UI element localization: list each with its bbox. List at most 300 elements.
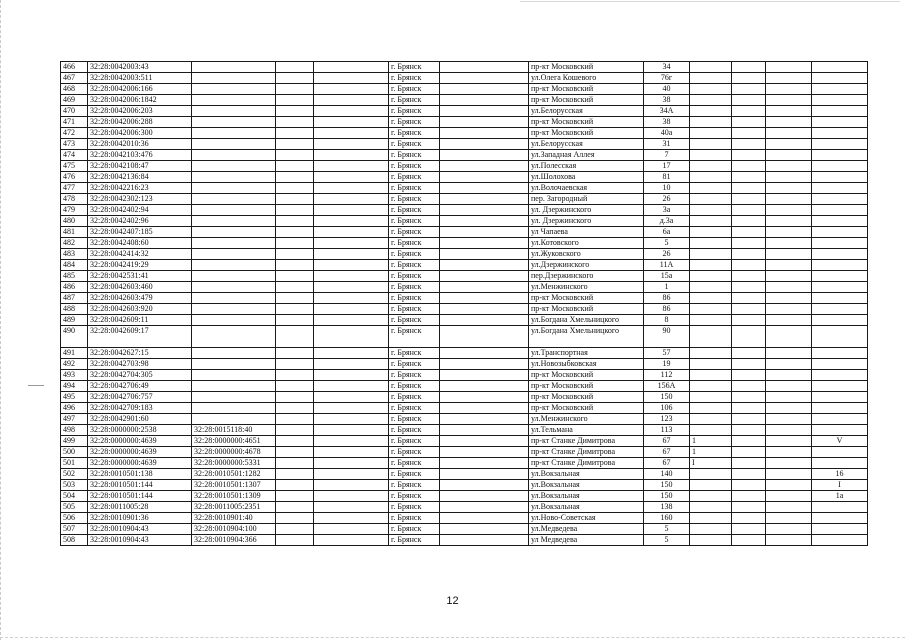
cell-cadastral-number: 32:28:0010904:43: [88, 535, 192, 546]
cell-related-cadastral-number: [192, 315, 276, 326]
cell-district: [440, 95, 529, 106]
cell-house: 26: [644, 249, 690, 260]
cell-row-number: 479: [61, 205, 88, 216]
cell-city: г. Брянск: [389, 139, 440, 150]
cell-cadastral-number: 32:28:0042414:32: [88, 249, 192, 260]
cell-flat: [766, 359, 812, 370]
cell-flat: [766, 227, 812, 238]
cell-district: [440, 161, 529, 172]
cell-row-number: 505: [61, 502, 88, 513]
scan-mark: [28, 385, 44, 386]
cell-house: 150: [644, 392, 690, 403]
table-row: [61, 436, 868, 447]
cell-building: [690, 535, 732, 546]
cell-flat: [766, 128, 812, 139]
cell-house: 112: [644, 370, 690, 381]
cell-street: пр-кт Московский: [529, 293, 644, 304]
cell-related-cadastral-number: 32:28:0010901:40: [192, 513, 276, 524]
cell-cadastral-number: 32:28:0042709:183: [88, 403, 192, 414]
cell-flat: [766, 238, 812, 249]
cell-city: г. Брянск: [389, 326, 440, 348]
cell-extra-col-a: [276, 271, 314, 282]
cell-row-number: 506: [61, 513, 88, 524]
cell-room: [812, 216, 868, 227]
cell-building: [690, 139, 732, 150]
cell-flat: [766, 381, 812, 392]
cell-street: ул.Полесская: [529, 161, 644, 172]
table-row: [61, 227, 868, 238]
cell-related-cadastral-number: [192, 139, 276, 150]
cell-cadastral-number: 32:28:0042006:300: [88, 128, 192, 139]
cell-related-cadastral-number: [192, 95, 276, 106]
cell-street: пр-кт Станке Димитрова: [529, 458, 644, 469]
cell-city: г. Брянск: [389, 106, 440, 117]
table-row: [61, 161, 868, 172]
cell-row-number: 503: [61, 480, 88, 491]
cell-building: [690, 414, 732, 425]
cell-cadastral-number: 32:28:0042006:1842: [88, 95, 192, 106]
cell-extra-col-b: [314, 414, 389, 425]
cell-district: [440, 447, 529, 458]
cell-room: [812, 62, 868, 73]
cell-room: [812, 447, 868, 458]
cell-house: 90: [644, 326, 690, 348]
cell-city: г. Брянск: [389, 194, 440, 205]
cell-extra-col-a: [276, 491, 314, 502]
cell-extra-col-a: [276, 117, 314, 128]
cell-row-number: 494: [61, 381, 88, 392]
cell-flat: [766, 491, 812, 502]
cell-related-cadastral-number: [192, 150, 276, 161]
cell-cadastral-number: 32:28:0000000:4639: [88, 447, 192, 458]
cell-room: [812, 117, 868, 128]
cell-row-number: 475: [61, 161, 88, 172]
cell-extra-col-a: [276, 106, 314, 117]
table-row: [61, 150, 868, 161]
cell-room: [812, 172, 868, 183]
cell-cadastral-number: 32:28:0042706:49: [88, 381, 192, 392]
cell-street: пр-кт Московский: [529, 128, 644, 139]
cell-cadastral-number: 32:28:0042302:123: [88, 194, 192, 205]
table-body: [61, 62, 868, 546]
cell-block: [732, 436, 766, 447]
cell-room: [812, 271, 868, 282]
cell-district: [440, 524, 529, 535]
cell-extra-col-a: [276, 194, 314, 205]
cell-flat: [766, 469, 812, 480]
cell-room: [812, 502, 868, 513]
cell-building: [690, 381, 732, 392]
cell-street: пр-кт Станке Димитрова: [529, 436, 644, 447]
cell-extra-col-b: [314, 436, 389, 447]
cell-room: [812, 84, 868, 95]
cell-building: [690, 524, 732, 535]
cell-house: 76г: [644, 73, 690, 84]
cell-block: [732, 370, 766, 381]
cell-district: [440, 381, 529, 392]
cell-street: ул.Богдана Хмельницкого: [529, 315, 644, 326]
cell-house: 160: [644, 513, 690, 524]
cell-cadastral-number: 32:28:0000000:4639: [88, 458, 192, 469]
cell-city: г. Брянск: [389, 524, 440, 535]
cell-building: [690, 62, 732, 73]
cell-street: ул.Олега Кошевого: [529, 73, 644, 84]
cell-extra-col-a: [276, 216, 314, 227]
cell-related-cadastral-number: [192, 381, 276, 392]
cell-extra-col-a: [276, 84, 314, 95]
cell-cadastral-number: 32:28:0042408:60: [88, 238, 192, 249]
cell-extra-col-b: [314, 293, 389, 304]
cell-extra-col-a: [276, 370, 314, 381]
cell-house: 5: [644, 238, 690, 249]
cell-street: пр-кт Станке Димитрова: [529, 447, 644, 458]
cell-building: [690, 502, 732, 513]
cell-block: [732, 205, 766, 216]
cell-district: [440, 304, 529, 315]
cell-room: [812, 392, 868, 403]
cell-extra-col-b: [314, 150, 389, 161]
cell-district: [440, 315, 529, 326]
cell-extra-col-a: [276, 326, 314, 348]
cell-cadastral-number: 32:28:0042103:476: [88, 150, 192, 161]
cell-district: [440, 249, 529, 260]
cell-cadastral-number: 32:28:0000000:2538: [88, 425, 192, 436]
cell-flat: [766, 304, 812, 315]
cell-related-cadastral-number: [192, 326, 276, 348]
cell-flat: [766, 315, 812, 326]
cell-room: [812, 73, 868, 84]
cell-street: ул.Белорусская: [529, 106, 644, 117]
table-row: [61, 359, 868, 370]
cell-extra-col-a: [276, 128, 314, 139]
cell-city: г. Брянск: [389, 260, 440, 271]
cell-extra-col-b: [314, 524, 389, 535]
cell-related-cadastral-number: [192, 359, 276, 370]
cell-street: пр-кт Московский: [529, 62, 644, 73]
cell-building: [690, 491, 732, 502]
cell-district: [440, 348, 529, 359]
cell-room: [812, 348, 868, 359]
cell-room: [812, 326, 868, 348]
cell-room: [812, 359, 868, 370]
cell-room: [812, 315, 868, 326]
cell-extra-col-a: [276, 293, 314, 304]
cell-city: г. Брянск: [389, 469, 440, 480]
cell-cadastral-number: 32:28:0042901:60: [88, 414, 192, 425]
cell-street: ул.Котовского: [529, 238, 644, 249]
cell-extra-col-b: [314, 458, 389, 469]
cell-cadastral-number: 32:28:0042006:288: [88, 117, 192, 128]
cell-street: пр-кт Московский: [529, 117, 644, 128]
cell-district: [440, 205, 529, 216]
cell-extra-col-b: [314, 469, 389, 480]
cell-row-number: 468: [61, 84, 88, 95]
table-row: [61, 139, 868, 150]
cell-extra-col-a: [276, 502, 314, 513]
cell-block: [732, 150, 766, 161]
cell-extra-col-a: [276, 414, 314, 425]
cell-related-cadastral-number: 32:28:0000000:4651: [192, 436, 276, 447]
cell-building: [690, 359, 732, 370]
cell-extra-col-a: [276, 62, 314, 73]
cell-extra-col-a: [276, 260, 314, 271]
cell-related-cadastral-number: [192, 205, 276, 216]
cell-row-number: 490: [61, 326, 88, 348]
cell-district: [440, 282, 529, 293]
cell-room: [812, 535, 868, 546]
cell-street: ул.Вокзальная: [529, 469, 644, 480]
table-row: [61, 469, 868, 480]
table-row: [61, 84, 868, 95]
cell-building: [690, 84, 732, 95]
cell-room: [812, 282, 868, 293]
cell-building: [690, 315, 732, 326]
cell-row-number: 507: [61, 524, 88, 535]
cell-building: [690, 392, 732, 403]
cell-building: [690, 216, 732, 227]
cell-district: [440, 436, 529, 447]
cell-room: [812, 139, 868, 150]
cell-room: 1а: [812, 491, 868, 502]
cell-street: ул.Новозыбковская: [529, 359, 644, 370]
cell-flat: [766, 260, 812, 271]
cell-block: [732, 95, 766, 106]
cell-extra-col-b: [314, 491, 389, 502]
cell-block: [732, 425, 766, 436]
cell-house: 40: [644, 84, 690, 95]
cell-related-cadastral-number: [192, 293, 276, 304]
cell-extra-col-b: [314, 480, 389, 491]
cell-city: г. Брянск: [389, 447, 440, 458]
cell-extra-col-b: [314, 84, 389, 95]
cell-city: г. Брянск: [389, 403, 440, 414]
cell-house: 34А: [644, 106, 690, 117]
cell-house: 26: [644, 194, 690, 205]
cell-room: [812, 304, 868, 315]
cell-related-cadastral-number: [192, 282, 276, 293]
cell-city: г. Брянск: [389, 216, 440, 227]
cell-flat: [766, 436, 812, 447]
cell-flat: [766, 249, 812, 260]
cell-row-number: 470: [61, 106, 88, 117]
cell-house: 10: [644, 183, 690, 194]
cell-building: [690, 194, 732, 205]
cell-room: I: [812, 480, 868, 491]
cell-house: 19: [644, 359, 690, 370]
cell-house: 8: [644, 315, 690, 326]
cell-street: ул.Транспортная: [529, 348, 644, 359]
cell-cadastral-number: 32:28:0042603:460: [88, 282, 192, 293]
cell-house: 86: [644, 293, 690, 304]
cell-flat: [766, 161, 812, 172]
cell-street: ул.Вокзальная: [529, 491, 644, 502]
cell-extra-col-a: [276, 238, 314, 249]
cell-extra-col-b: [314, 260, 389, 271]
cell-city: г. Брянск: [389, 535, 440, 546]
cell-extra-col-a: [276, 249, 314, 260]
cell-building: 1: [690, 447, 732, 458]
table-row: [61, 271, 868, 282]
cell-row-number: 496: [61, 403, 88, 414]
cell-cadastral-number: 32:28:0042627:15: [88, 348, 192, 359]
cell-block: [732, 249, 766, 260]
cell-cadastral-number: 32:28:0042108:47: [88, 161, 192, 172]
table-row: [61, 480, 868, 491]
cell-extra-col-b: [314, 117, 389, 128]
table-row: [61, 304, 868, 315]
cell-related-cadastral-number: [192, 238, 276, 249]
cell-flat: [766, 326, 812, 348]
cell-room: [812, 293, 868, 304]
cell-city: г. Брянск: [389, 293, 440, 304]
cell-extra-col-b: [314, 139, 389, 150]
cell-row-number: 483: [61, 249, 88, 260]
cell-flat: [766, 95, 812, 106]
cell-house: 6а: [644, 227, 690, 238]
cell-extra-col-b: [314, 381, 389, 392]
cell-district: [440, 260, 529, 271]
cell-building: [690, 249, 732, 260]
cell-extra-col-b: [314, 359, 389, 370]
cell-building: [690, 238, 732, 249]
cell-cadastral-number: 32:28:0042609:17: [88, 326, 192, 348]
cell-cadastral-number: 32:28:0010501:138: [88, 469, 192, 480]
cell-room: [812, 403, 868, 414]
cell-extra-col-a: [276, 381, 314, 392]
cell-house: 86: [644, 304, 690, 315]
cell-street: ул.Менжинского: [529, 282, 644, 293]
cell-extra-col-b: [314, 513, 389, 524]
cell-district: [440, 84, 529, 95]
cell-extra-col-b: [314, 315, 389, 326]
cell-city: г. Брянск: [389, 84, 440, 95]
cell-related-cadastral-number: [192, 84, 276, 95]
cell-extra-col-b: [314, 392, 389, 403]
cell-room: V: [812, 436, 868, 447]
cell-building: [690, 370, 732, 381]
cell-building: [690, 183, 732, 194]
cell-cadastral-number: 32:28:0042531:41: [88, 271, 192, 282]
cell-cadastral-number: 32:28:0011005:28: [88, 502, 192, 513]
cell-room: [812, 524, 868, 535]
cell-house: 106: [644, 403, 690, 414]
cell-building: [690, 326, 732, 348]
cell-extra-col-a: [276, 172, 314, 183]
cell-district: [440, 117, 529, 128]
table-row: [61, 183, 868, 194]
cell-block: [732, 293, 766, 304]
cell-flat: [766, 117, 812, 128]
cell-building: [690, 260, 732, 271]
cell-flat: [766, 458, 812, 469]
cell-cadastral-number: 32:28:0042407:185: [88, 227, 192, 238]
cell-row-number: 473: [61, 139, 88, 150]
cell-extra-col-b: [314, 73, 389, 84]
cell-extra-col-a: [276, 524, 314, 535]
cell-district: [440, 150, 529, 161]
cell-flat: [766, 447, 812, 458]
cell-extra-col-b: [314, 161, 389, 172]
cell-block: [732, 513, 766, 524]
table-row: [61, 62, 868, 73]
cell-street: ул. Дзержинского: [529, 216, 644, 227]
cell-block: [732, 172, 766, 183]
table-row: [61, 249, 868, 260]
cell-city: г. Брянск: [389, 128, 440, 139]
cell-district: [440, 502, 529, 513]
cell-cadastral-number: 32:28:0042402:94: [88, 205, 192, 216]
cell-block: [732, 216, 766, 227]
cell-related-cadastral-number: [192, 172, 276, 183]
table-row: [61, 403, 868, 414]
table-row: [61, 238, 868, 249]
scan-edge-left: [0, 0, 3, 640]
cell-block: [732, 502, 766, 513]
cell-room: [812, 370, 868, 381]
cell-street: ул.Шолохова: [529, 172, 644, 183]
cell-street: ул.Богдана Хмельницкого: [529, 326, 644, 348]
cell-building: [690, 172, 732, 183]
cell-room: [812, 260, 868, 271]
cell-house: 123: [644, 414, 690, 425]
table-row: [61, 414, 868, 425]
cell-city: г. Брянск: [389, 227, 440, 238]
cell-street: ул.Жуковского: [529, 249, 644, 260]
cell-block: [732, 139, 766, 150]
cell-extra-col-a: [276, 403, 314, 414]
page-number: 12: [446, 595, 459, 607]
cell-extra-col-b: [314, 205, 389, 216]
cell-extra-col-b: [314, 172, 389, 183]
cell-house: 57: [644, 348, 690, 359]
cell-city: г. Брянск: [389, 491, 440, 502]
cell-building: [690, 73, 732, 84]
cell-street: пер. Загородный: [529, 194, 644, 205]
cell-flat: [766, 62, 812, 73]
cell-extra-col-a: [276, 139, 314, 150]
cell-extra-col-b: [314, 106, 389, 117]
cell-city: г. Брянск: [389, 117, 440, 128]
cell-row-number: 487: [61, 293, 88, 304]
cell-district: [440, 172, 529, 183]
cell-street: пр-кт Московский: [529, 403, 644, 414]
cell-related-cadastral-number: [192, 414, 276, 425]
cell-block: [732, 238, 766, 249]
cell-city: г. Брянск: [389, 513, 440, 524]
cell-flat: [766, 150, 812, 161]
cell-related-cadastral-number: 32:28:0000000:5331: [192, 458, 276, 469]
cell-block: [732, 106, 766, 117]
cell-building: [690, 282, 732, 293]
table-row: [61, 392, 868, 403]
cell-row-number: 480: [61, 216, 88, 227]
cell-extra-col-a: [276, 436, 314, 447]
cell-related-cadastral-number: [192, 370, 276, 381]
cell-row-number: 466: [61, 62, 88, 73]
cell-extra-col-b: [314, 447, 389, 458]
cell-city: г. Брянск: [389, 370, 440, 381]
cell-block: [732, 480, 766, 491]
cell-flat: [766, 535, 812, 546]
table-row: [61, 348, 868, 359]
cell-room: [812, 513, 868, 524]
cell-city: г. Брянск: [389, 249, 440, 260]
cell-cadastral-number: 32:28:0010501:144: [88, 480, 192, 491]
cell-street: ул. Дзержинского: [529, 205, 644, 216]
cell-house: 156А: [644, 381, 690, 392]
cell-house: 3а: [644, 205, 690, 216]
cell-block: [732, 359, 766, 370]
